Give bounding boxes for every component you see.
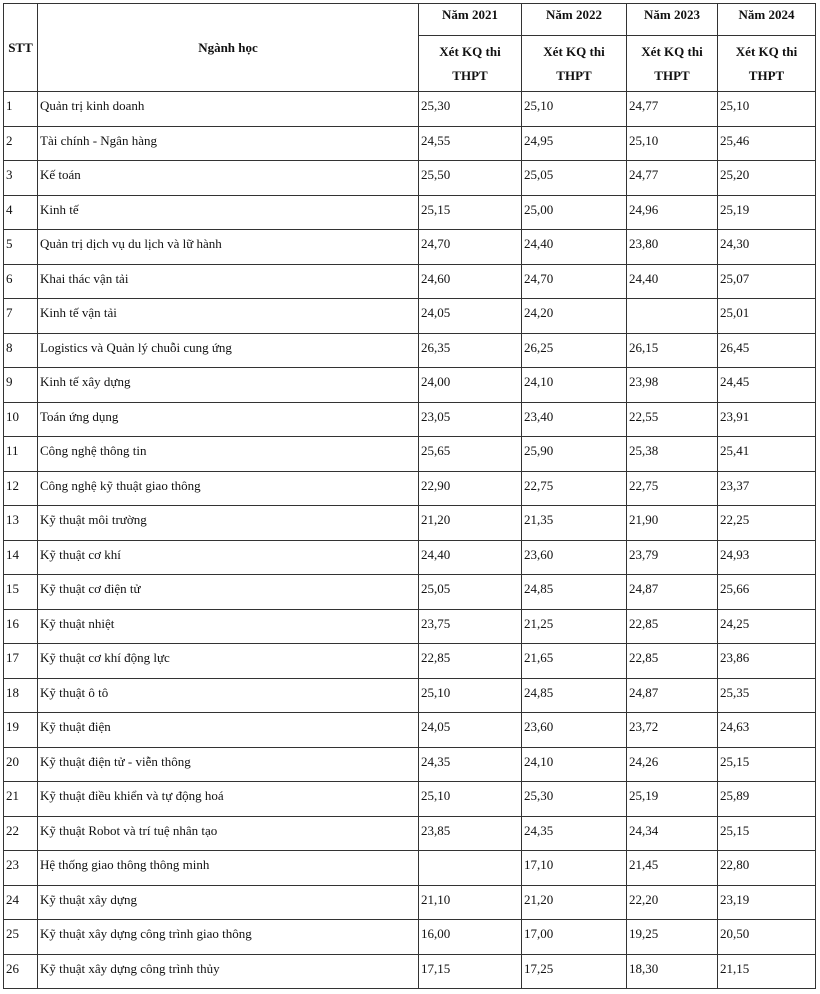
row-score: 25,07 <box>718 264 816 299</box>
table-row <box>4 540 816 575</box>
row-stt: 4 <box>4 195 38 230</box>
row-score: 24,10 <box>522 368 627 403</box>
row-score: 24,85 <box>522 678 627 713</box>
row-major-name: Khai thác vận tải <box>38 264 419 299</box>
row-major-name: Kỹ thuật cơ khí động lực <box>38 644 419 679</box>
row-major-name: Kinh tế <box>38 195 419 230</box>
row-score: 25,46 <box>718 126 816 161</box>
row-score: 24,05 <box>419 299 522 334</box>
table-row <box>4 644 816 679</box>
row-score: 22,85 <box>627 644 718 679</box>
row-major-name: Quản trị kinh doanh <box>38 92 419 127</box>
table-row <box>4 954 816 989</box>
row-score: 25,19 <box>718 195 816 230</box>
row-score: 22,85 <box>627 609 718 644</box>
row-score: 20,50 <box>718 920 816 955</box>
row-score: 25,19 <box>627 782 718 817</box>
row-score: 24,40 <box>627 264 718 299</box>
row-score: 23,05 <box>419 402 522 437</box>
row-stt: 7 <box>4 299 38 334</box>
row-score: 25,05 <box>419 575 522 610</box>
row-major-name: Tài chính - Ngân hàng <box>38 126 419 161</box>
row-major-name: Toán ứng dụng <box>38 402 419 437</box>
row-score: 17,10 <box>522 851 627 886</box>
header-method: Xét KQ thi THPT <box>419 36 522 92</box>
table-row <box>4 920 816 955</box>
row-stt: 9 <box>4 368 38 403</box>
row-score: 25,50 <box>419 161 522 196</box>
row-score: 22,80 <box>718 851 816 886</box>
row-score: 25,05 <box>522 161 627 196</box>
row-score: 24,30 <box>718 230 816 265</box>
row-score: 26,25 <box>522 333 627 368</box>
header-year: Năm 2022 <box>522 4 627 36</box>
table-row <box>4 195 816 230</box>
row-score: 23,60 <box>522 540 627 575</box>
table-row <box>4 471 816 506</box>
row-score: 24,87 <box>627 678 718 713</box>
header-method: Xét KQ thi THPT <box>522 36 627 92</box>
table-row <box>4 851 816 886</box>
row-major-name: Kỹ thuật ô tô <box>38 678 419 713</box>
row-major-name: Kỹ thuật điện <box>38 713 419 748</box>
table-row <box>4 368 816 403</box>
header-method: Xét KQ thi THPT <box>718 36 816 92</box>
row-score: 21,15 <box>718 954 816 989</box>
row-score: 25,15 <box>718 747 816 782</box>
row-stt: 21 <box>4 782 38 817</box>
row-stt: 26 <box>4 954 38 989</box>
row-major-name: Hệ thống giao thông thông minh <box>38 851 419 886</box>
row-score: 25,35 <box>718 678 816 713</box>
row-major-name: Kỹ thuật điều khiển và tự động hoá <box>38 782 419 817</box>
row-score: 22,75 <box>522 471 627 506</box>
row-score: 24,20 <box>522 299 627 334</box>
table-row <box>4 333 816 368</box>
row-score: 25,10 <box>419 782 522 817</box>
row-score: 25,66 <box>718 575 816 610</box>
row-score: 25,30 <box>419 92 522 127</box>
row-major-name: Công nghệ kỹ thuật giao thông <box>38 471 419 506</box>
row-score: 23,19 <box>718 885 816 920</box>
header-year: Năm 2024 <box>718 4 816 36</box>
row-stt: 16 <box>4 609 38 644</box>
row-score: 21,35 <box>522 506 627 541</box>
row-score: 24,70 <box>419 230 522 265</box>
admission-score-table <box>3 3 816 989</box>
row-major-name: Kinh tế xây dựng <box>38 368 419 403</box>
row-score: 21,45 <box>627 851 718 886</box>
row-score: 24,26 <box>627 747 718 782</box>
row-score: 24,35 <box>419 747 522 782</box>
table-row <box>4 713 816 748</box>
row-score: 24,63 <box>718 713 816 748</box>
row-stt: 19 <box>4 713 38 748</box>
row-major-name: Công nghệ thông tin <box>38 437 419 472</box>
header-year: Năm 2021 <box>419 4 522 36</box>
row-score: 23,98 <box>627 368 718 403</box>
row-score: 24,55 <box>419 126 522 161</box>
row-stt: 24 <box>4 885 38 920</box>
row-score: 26,15 <box>627 333 718 368</box>
row-score: 17,00 <box>522 920 627 955</box>
row-score: 25,10 <box>718 92 816 127</box>
row-score: 24,10 <box>522 747 627 782</box>
row-stt: 14 <box>4 540 38 575</box>
row-stt: 23 <box>4 851 38 886</box>
row-stt: 18 <box>4 678 38 713</box>
row-score: 24,05 <box>419 713 522 748</box>
row-stt: 1 <box>4 92 38 127</box>
row-score <box>419 851 522 886</box>
row-major-name: Kỹ thuật xây dựng công trình thủy <box>38 954 419 989</box>
row-score <box>627 299 718 334</box>
row-score: 24,45 <box>718 368 816 403</box>
row-stt: 13 <box>4 506 38 541</box>
row-major-name: Kỹ thuật điện tử - viễn thông <box>38 747 419 782</box>
row-stt: 17 <box>4 644 38 679</box>
table-row <box>4 126 816 161</box>
table-row <box>4 575 816 610</box>
table-row <box>4 816 816 851</box>
row-score: 25,10 <box>522 92 627 127</box>
row-major-name: Logistics và Quản lý chuỗi cung ứng <box>38 333 419 368</box>
row-major-name: Kỹ thuật Robot và trí tuệ nhân tạo <box>38 816 419 851</box>
header-method: Xét KQ thi THPT <box>627 36 718 92</box>
table-row <box>4 782 816 817</box>
row-stt: 3 <box>4 161 38 196</box>
row-score: 23,72 <box>627 713 718 748</box>
row-score: 23,86 <box>718 644 816 679</box>
row-stt: 25 <box>4 920 38 955</box>
row-score: 23,40 <box>522 402 627 437</box>
row-score: 24,85 <box>522 575 627 610</box>
row-score: 24,25 <box>718 609 816 644</box>
header-year: Năm 2023 <box>627 4 718 36</box>
row-stt: 8 <box>4 333 38 368</box>
row-score: 25,65 <box>419 437 522 472</box>
row-stt: 6 <box>4 264 38 299</box>
row-major-name: Kế toán <box>38 161 419 196</box>
row-stt: 12 <box>4 471 38 506</box>
row-score: 26,35 <box>419 333 522 368</box>
row-score: 25,10 <box>627 126 718 161</box>
row-score: 24,35 <box>522 816 627 851</box>
row-score: 21,10 <box>419 885 522 920</box>
table-row <box>4 506 816 541</box>
table-row <box>4 678 816 713</box>
row-score: 25,10 <box>419 678 522 713</box>
row-score: 25,15 <box>419 195 522 230</box>
table-row <box>4 230 816 265</box>
row-score: 23,37 <box>718 471 816 506</box>
row-score: 23,75 <box>419 609 522 644</box>
row-score: 24,40 <box>419 540 522 575</box>
row-score: 21,90 <box>627 506 718 541</box>
row-major-name: Kỹ thuật cơ khí <box>38 540 419 575</box>
row-score: 25,41 <box>718 437 816 472</box>
row-score: 25,00 <box>522 195 627 230</box>
table-row <box>4 402 816 437</box>
row-stt: 20 <box>4 747 38 782</box>
row-score: 23,85 <box>419 816 522 851</box>
row-score: 18,30 <box>627 954 718 989</box>
row-score: 25,15 <box>718 816 816 851</box>
row-score: 24,34 <box>627 816 718 851</box>
row-stt: 2 <box>4 126 38 161</box>
table-row <box>4 747 816 782</box>
row-score: 24,95 <box>522 126 627 161</box>
table-row <box>4 264 816 299</box>
table-row <box>4 885 816 920</box>
row-score: 24,93 <box>718 540 816 575</box>
row-major-name: Kỹ thuật xây dựng <box>38 885 419 920</box>
row-score: 17,25 <box>522 954 627 989</box>
row-score: 25,30 <box>522 782 627 817</box>
row-score: 24,77 <box>627 92 718 127</box>
row-score: 19,25 <box>627 920 718 955</box>
row-score: 25,90 <box>522 437 627 472</box>
row-score: 23,79 <box>627 540 718 575</box>
row-major-name: Kỹ thuật nhiệt <box>38 609 419 644</box>
table-row <box>4 92 816 127</box>
row-score: 21,20 <box>522 885 627 920</box>
row-score: 22,55 <box>627 402 718 437</box>
row-major-name: Kinh tế vận tải <box>38 299 419 334</box>
row-score: 24,40 <box>522 230 627 265</box>
row-stt: 22 <box>4 816 38 851</box>
table-row <box>4 609 816 644</box>
row-score: 24,77 <box>627 161 718 196</box>
row-major-name: Kỹ thuật xây dựng công trình giao thông <box>38 920 419 955</box>
row-score: 26,45 <box>718 333 816 368</box>
row-score: 16,00 <box>419 920 522 955</box>
row-score: 17,15 <box>419 954 522 989</box>
row-score: 24,87 <box>627 575 718 610</box>
table-row <box>4 161 816 196</box>
table-row <box>4 437 816 472</box>
row-score: 25,01 <box>718 299 816 334</box>
table-row <box>4 299 816 334</box>
row-score: 22,75 <box>627 471 718 506</box>
header-stt: STT <box>4 4 38 92</box>
row-stt: 15 <box>4 575 38 610</box>
row-score: 23,60 <box>522 713 627 748</box>
row-score: 22,20 <box>627 885 718 920</box>
row-score: 21,25 <box>522 609 627 644</box>
row-stt: 5 <box>4 230 38 265</box>
row-major-name: Quản trị dịch vụ du lịch và lữ hành <box>38 230 419 265</box>
row-major-name: Kỹ thuật cơ điện tử <box>38 575 419 610</box>
row-score: 24,96 <box>627 195 718 230</box>
row-score: 24,00 <box>419 368 522 403</box>
row-score: 21,20 <box>419 506 522 541</box>
row-stt: 11 <box>4 437 38 472</box>
row-score: 23,80 <box>627 230 718 265</box>
row-score: 25,89 <box>718 782 816 817</box>
row-score: 21,65 <box>522 644 627 679</box>
row-stt: 10 <box>4 402 38 437</box>
row-major-name: Kỹ thuật môi trường <box>38 506 419 541</box>
row-score: 22,90 <box>419 471 522 506</box>
row-score: 25,20 <box>718 161 816 196</box>
row-score: 23,91 <box>718 402 816 437</box>
header-major: Ngành học <box>38 4 419 92</box>
row-score: 22,25 <box>718 506 816 541</box>
row-score: 22,85 <box>419 644 522 679</box>
row-score: 24,70 <box>522 264 627 299</box>
row-score: 24,60 <box>419 264 522 299</box>
row-score: 25,38 <box>627 437 718 472</box>
